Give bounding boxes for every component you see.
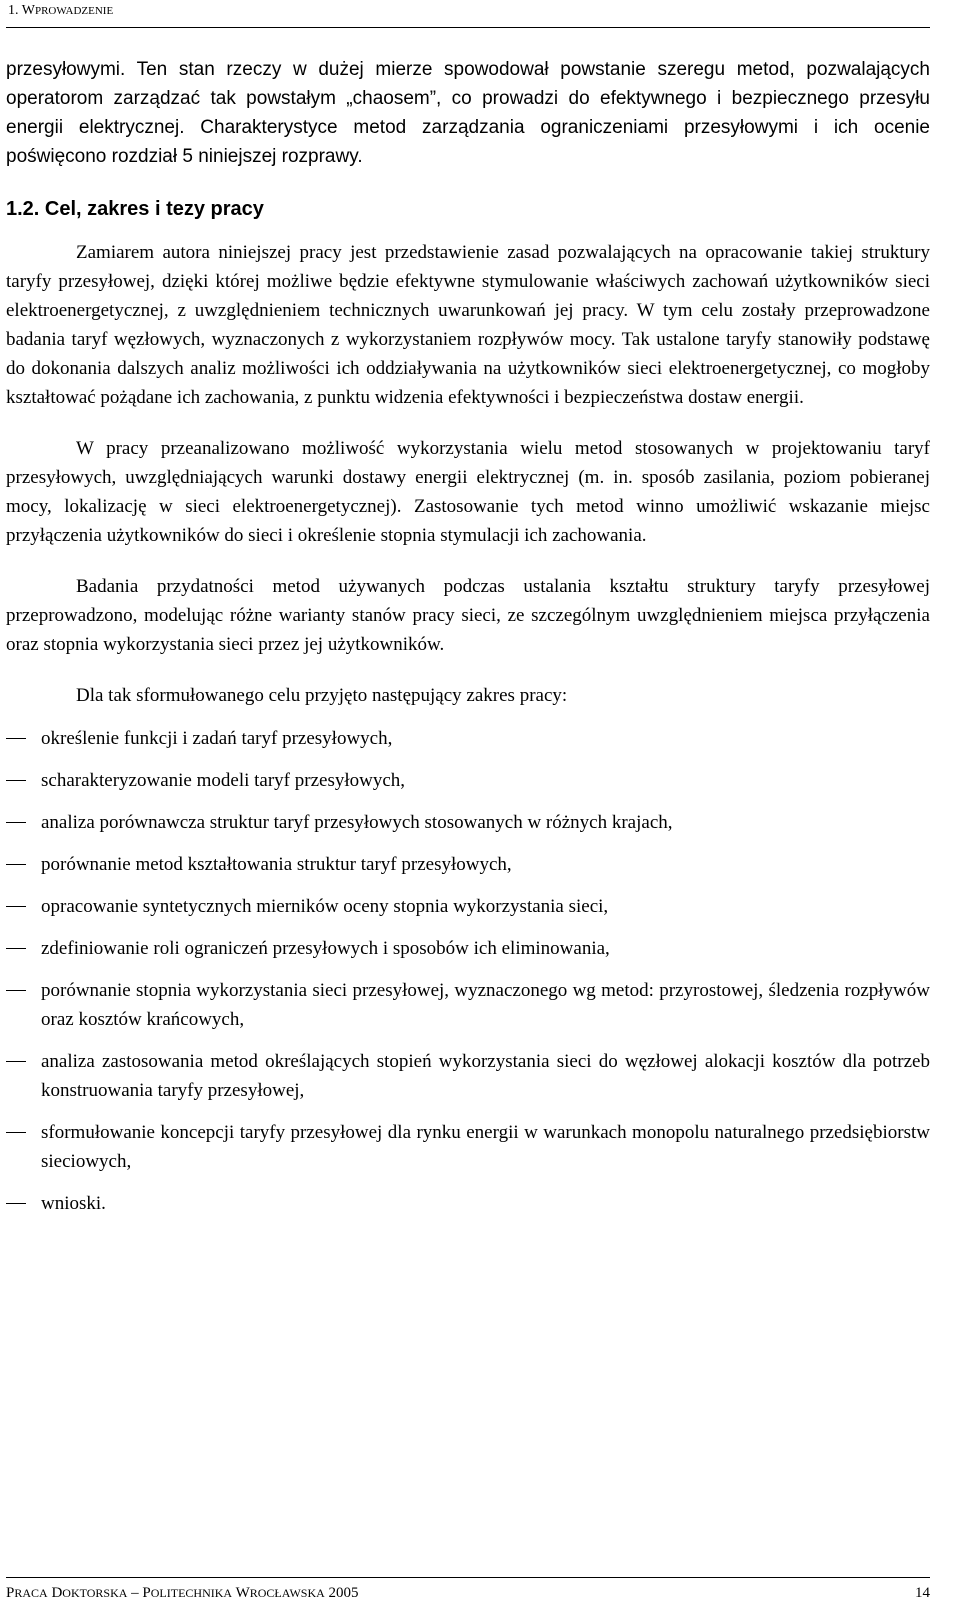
paragraph-aim: Zamiarem autora niniejszej pracy jest przedstawienie zasad pozwalających na opracowanie takiej struktury taryfy przesyłowej, dzięki której możliwe będzie efektywne stymulowanie właściwych zachowań użytkowników sieci elektroenergetycznej, z uwzględnieniem technicznych uwarunkowań jej pracy. W tym celu zostały przeprowadzone badania taryf węzłowych, wyznaczonych z wykorzystaniem rozpływów mocy. Tak ustalone taryfy stanowiły podstawę do dokonania dalszych analiz możliwości ich oddziaływania na użytkowników sieci elektroenergetycznej, co mogłoby kształtować pożądane ich zachowania, z punktu widzenia efektywności i bezpieczeństwa dostaw energii.	[6, 242, 930, 408]
header-rule	[6, 27, 930, 28]
paragraph-research: Badania przydatności metod używanych podczas ustalania kształtu struktury taryfy przesyłowej przeprowadzono, modelując różne warianty stanów pracy sieci, ze szczególnym uwzględnieniem miejsca przyłączenia oraz stopnia wykorzystania sieci przez jej użytkowników.	[6, 576, 930, 655]
list-item: opracowanie syntetycznych mierników oceny stopnia wykorzystania sieci,	[6, 892, 930, 921]
list-item: analiza porównawcza struktur taryf przesyłowych stosowanych w różnych krajach,	[6, 808, 930, 837]
list-item: porównanie metod kształtowania struktur taryf przesyłowych,	[6, 850, 930, 879]
footer-title: PRACA DOKTORSKA – POLITECHNIKA WROCŁAWSKA 2005	[6, 1585, 359, 1601]
dash-bullet-icon	[6, 1132, 26, 1133]
page-number: 14	[915, 1585, 930, 1601]
list-item: analiza zastosowania metod określających stopień wykorzystania sieci do węzłowej alokacji kosztów dla potrzeb konstruowania taryfy przesyłowej,	[6, 1047, 930, 1105]
list-item: scharakteryzowanie modeli taryf przesyłowych,	[6, 766, 930, 795]
dash-bullet-icon	[6, 780, 26, 781]
list-item: wnioski.	[6, 1189, 930, 1218]
chapter-title-rest: PROWADZENIE	[34, 5, 114, 17]
chapter-number: 1.	[8, 3, 22, 18]
dash-bullet-icon	[6, 864, 26, 865]
chapter-title-initial: W	[21, 3, 35, 18]
dash-bullet-icon	[6, 822, 26, 823]
section-heading: 1.2. Cel, zakres i tezy pracy	[6, 198, 264, 220]
dash-bullet-icon	[6, 948, 26, 949]
page-body	[6, 55, 930, 1231]
footer-rule	[6, 1577, 930, 1578]
list-item: porównanie stopnia wykorzystania sieci przesyłowej, wyznaczonego wg metod: przyrostowej, śledzenia rozpływów oraz kosztów krańcowych,	[6, 976, 930, 1034]
list-item: określenie funkcji i zadań taryf przesyłowych,	[6, 724, 930, 753]
intro-paragraph: przesyłowymi. Ten stan rzeczy w dużej mierze spowodował powstanie szeregu metod, pozwalających operatorom zarządzać tak powstałym „chaosem”, co prowadzi do efektywnego i bezpiecznego przesyłu energii elektrycznej. Charakterystyce metod zarządzania ograniczeniami przesyłowymi i ich ocenie poświęcono rozdział 5 niniejszej rozprawy.	[6, 59, 930, 167]
dash-bullet-icon	[6, 906, 26, 907]
dash-bullet-icon	[6, 1203, 26, 1204]
list-item: sformułowanie koncepcji taryfy przesyłowej dla rynku energii w warunkach monopolu naturalnego przedsiębiorstw sieciowych,	[6, 1118, 930, 1176]
list-item: zdefiniowanie roli ograniczeń przesyłowych i sposobów ich eliminowania,	[6, 934, 930, 963]
dash-bullet-icon	[6, 738, 26, 739]
running-header	[8, 0, 930, 25]
dash-bullet-icon	[6, 1061, 26, 1062]
scope-list	[6, 724, 930, 1218]
paragraph-scope-intro: Dla tak sformułowanego celu przyjęto następujący zakres pracy:	[76, 685, 568, 706]
paragraph-methods: W pracy przeanalizowano możliwość wykorzystania wielu metod stosowanych w projektowaniu taryf przesyłowych, uwzględniających warunki dostawy energii elektrycznej (m. in. sposób zasilania, poziom pobieranej mocy, lokalizację w sieci elektroenergetycznej). Zastosowanie tych metod winno umożliwić wskazanie miejsc przyłączenia użytkowników do sieci i określenie stopnia stymulacji ich zachowania.	[6, 438, 930, 546]
running-footer	[6, 1580, 930, 1606]
dash-bullet-icon	[6, 990, 26, 991]
